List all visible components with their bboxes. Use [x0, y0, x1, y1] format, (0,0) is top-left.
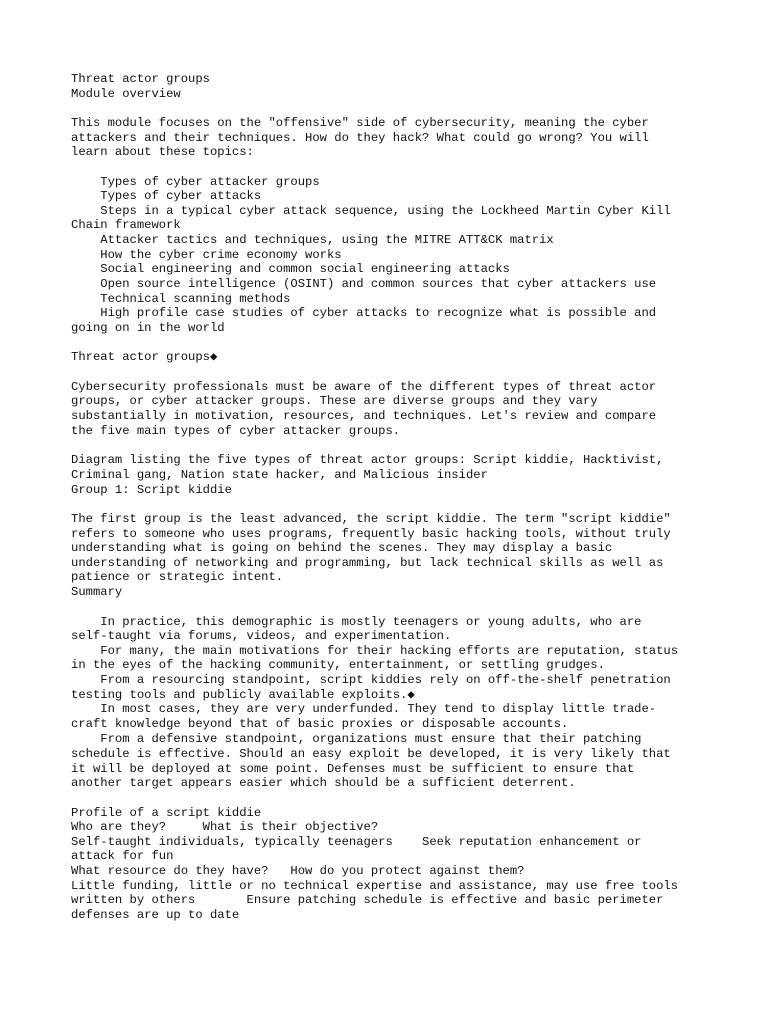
- text-line: learn about these topics:: [71, 145, 254, 159]
- topic-item: Chain framework: [71, 218, 181, 232]
- topic-item: Attacker tactics and techniques, using the MITRE ATT&CK matrix: [71, 233, 554, 247]
- diagram-caption: Diagram listing the five types of threat actor groups: Script kiddie, Hacktivist,: [71, 453, 664, 467]
- profile-row: Little funding, little or no technical expertise and assistance, may use free tools: [71, 879, 679, 893]
- summary-item: it will be deployed at some point. Defenses must be sufficient to ensure that: [71, 762, 635, 776]
- summary-item: From a defensive standpoint, organizations must ensure that their patching: [71, 732, 642, 746]
- text-line: The first group is the least advanced, the script kiddie. The term "script kiddie": [71, 512, 671, 526]
- topic-item: Types of cyber attacks: [71, 189, 262, 203]
- profile-heading: Profile of a script kiddie: [71, 806, 262, 820]
- topic-item: Types of cyber attacker groups: [71, 175, 320, 189]
- section-heading: Threat actor groups◆: [71, 350, 218, 364]
- profile-row: attack for fun: [71, 849, 174, 863]
- topic-item: High profile case studies of cyber attacks to recognize what is possible and: [71, 306, 657, 320]
- text-line: understanding what is going on behind the scenes. They may display a basic: [71, 541, 613, 555]
- text-line: Cybersecurity professionals must be aware of the different types of threat actor: [71, 380, 657, 394]
- summary-item: In practice, this demographic is mostly teenagers or young adults, who are: [71, 615, 642, 629]
- text-line: the five main types of cyber attacker groups.: [71, 424, 401, 438]
- text-line: attackers and their techniques. How do they hack? What could go wrong? You will: [71, 131, 649, 145]
- topic-item: How the cyber crime economy works: [71, 248, 342, 262]
- profile-row: What resource do they have? How do you protect against them?: [71, 864, 525, 878]
- profile-row: Self-taught individuals, typically teenagers Seek reputation enhancement or: [71, 835, 642, 849]
- diagram-caption: Criminal gang, Nation state hacker, and Malicious insider: [71, 468, 488, 482]
- topic-item: Open source intelligence (OSINT) and common sources that cyber attackers use: [71, 277, 657, 291]
- topic-item: going on in the world: [71, 321, 225, 335]
- text-line: substantially in motivation, resources, and techniques. Let's review and compare: [71, 409, 657, 423]
- summary-item: craft knowledge beyond that of basic proxies or disposable accounts.: [71, 717, 569, 731]
- group-heading: Group 1: Script kiddie: [71, 483, 232, 497]
- text-line: groups, or cyber attacker groups. These are diverse groups and they vary: [71, 394, 598, 408]
- topic-item: Social engineering and common social engineering attacks: [71, 262, 510, 276]
- text-line: This module focuses on the "offensive" side of cybersecurity, meaning the cyber: [71, 116, 649, 130]
- summary-heading: Summary: [71, 585, 123, 599]
- text-line: refers to someone who uses programs, frequently basic hacking tools, without truly: [71, 527, 671, 541]
- module-heading: Module overview: [71, 87, 181, 101]
- profile-row: written by others Ensure patching schedule is effective and basic perimeter: [71, 893, 664, 907]
- summary-item: From a resourcing standpoint, script kiddies rely on off-the-shelf penetration: [71, 673, 671, 687]
- summary-item: For many, the main motivations for their hacking efforts are reputation, status: [71, 644, 679, 658]
- topic-item: Steps in a typical cyber attack sequence, using the Lockheed Martin Cyber Kill: [71, 204, 671, 218]
- profile-row: defenses are up to date: [71, 908, 240, 922]
- text-line: patience or strategic intent.: [71, 570, 284, 584]
- summary-item: In most cases, they are very underfunded. They tend to display little trade-: [71, 702, 657, 716]
- summary-item: schedule is effective. Should an easy exploit be developed, it is very likely that: [71, 747, 671, 761]
- summary-item: another target appears easier which should be a sufficient deterrent.: [71, 776, 576, 790]
- summary-item: testing tools and publicly available exploits.◆: [71, 688, 415, 702]
- profile-row: Who are they? What is their objective?: [71, 820, 379, 834]
- summary-item: self-taught via forums, videos, and experimentation.: [71, 629, 452, 643]
- doc-title: Threat actor groups: [71, 72, 210, 86]
- topic-item: Technical scanning methods: [71, 292, 291, 306]
- text-line: understanding of networking and programming, but lack technical skills as well as: [71, 556, 664, 570]
- summary-item: in the eyes of the hacking community, entertainment, or settling grudges.: [71, 658, 605, 672]
